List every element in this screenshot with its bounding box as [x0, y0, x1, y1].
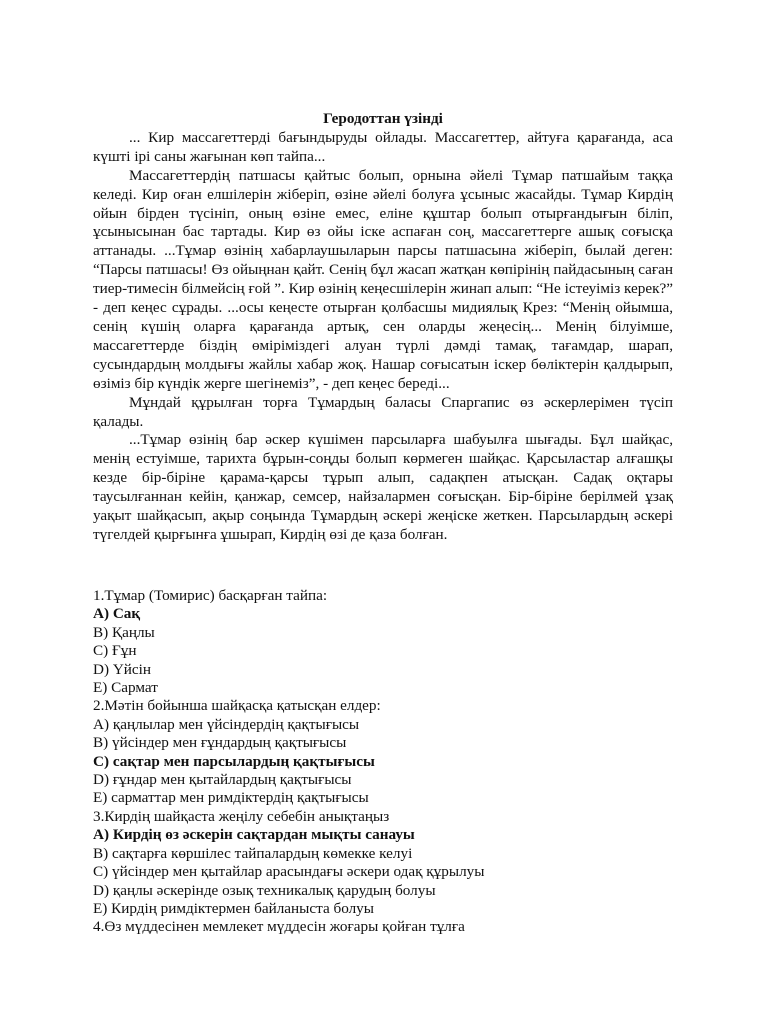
- reading-passage: [93, 110, 673, 545]
- quiz-answer-correct: C) сақтар мен парсылардың қақтығысы: [93, 752, 375, 770]
- passage-paragraph: Мұндай құрылған торға Тұмардың баласы Спаргапис өз әскерлерімен түсіп қалады.: [93, 393, 673, 430]
- passage-paragraph: ...Тұмар өзінің бар әскер күшімен парсыларға шабуылға шығады. Бұл шайқас, менің естуімше, тарихта бұрын-соңды болып көрмеген шайқас. Қарсыластар алғашқы кезде бір-біріне қарама-қарсы тұрып алып, садақпен атысқан. Садақ оқтары таусылғаннан кейін, қанжар, семсер, найзалармен соғысқан. Бір-біріне берілмей ұзақ уақыт шайқасып, ақыр соңында Тұмардың әскері жеңіске жеткен. Парсылардың әскері түгелдей қырғынға ұшырап, Кирдің өзі де қаза болған.: [93, 431, 673, 543]
- quiz-answer-correct: A) Сақ: [93, 605, 141, 623]
- quiz-answer-option: D) ғұндар мен қытайлардың қақтығысы: [93, 771, 352, 789]
- quiz-question: 3.Кирдің шайқаста жеңілу себебін анықтаңыз: [93, 807, 390, 825]
- quiz-answer-option: E) Кирдің римдіктермен байланыста болуы: [93, 899, 374, 917]
- quiz-answer-option: B) үйсіндер мен ғұндардың қақтығысы: [93, 734, 347, 752]
- quiz-answer-option: D) қаңлы әскерінде озық техникалық қарудың болуы: [93, 881, 436, 899]
- passage-title: Геродоттан үзінді: [323, 110, 443, 127]
- quiz-answer-option: B) Қаңлы: [93, 623, 155, 641]
- quiz-question: 4.Өз мүддесінен мемлекет мүддесін жоғары қойған тұлға: [93, 918, 465, 936]
- quiz-answer-option: B) сақтарға көршілес тайпалардың көмекке келуі: [93, 844, 413, 862]
- quiz-answer-option: E) сарматтар мен римдіктердің қақтығысы: [93, 789, 369, 807]
- quiz-answer-option: C) үйсіндер мен қытайлар арасындағы әскери одақ құрылуы: [93, 863, 485, 881]
- quiz-question: 1.Тұмар (Томирис) басқарған тайпа:: [93, 587, 328, 604]
- passage-paragraph: ... Кир массагеттерді бағындыруды ойлады. Массагеттер, айтуға қарағанда, аса күшті ірі саны жағынан көп тайпа...: [93, 128, 673, 165]
- quiz-answer-option: E) Сармат: [93, 679, 158, 697]
- quiz-section: [93, 587, 693, 937]
- quiz-answer-option: A) қаңлылар мен үйсіндердің қақтығысы: [93, 715, 360, 733]
- passage-paragraph: Массагеттердің патшасы қайтыс болып, орнына әйелі Тұмар патшайым таққа келеді. Кир оған елшілерін жіберіп, өзіне әйелі болуға ұсыныс жасайды. Тұмар Кирдің ойын бірден түсініп, оның өзіне емес, еліне құштар болып отырғандығын біліп, ұсынысынан бас тартады. Кир өз ойы іске аспаған соң, массагеттерге ашық соғысқа аттанады. ...Тұмар өзінің хабарлаушыларын парсы патшасына жіберіп, былай деген: “Парсы патшасы! Өз ойыңнан қайт. Сенің бұл жасап жатқан көпірінің пайдасының саған тиер-тимесін білмейсің ғой ”. Кир өзінің кеңесшілерін жинап алып: “Не істеуіміз керек?” - деп кеңес сұрады. ...осы кеңесте отырған қолбасшы мидиялық Крез: “Менің ойымша, сенің күшің оларға қарағанда артық, сен оларды жеңесің... Менің білуімше, массагеттерде біздің өміріміздегі алуан түрлі дәмді тамақ, тағамдар, шарап, сусындардың молдығы жайлы хабар жоқ. Нашар соғысатын іскер бөліктерін қалдырып, өзіміз бір күндік жерге шегінеміз”, - деп кеңес береді...: [93, 166, 673, 392]
- quiz-answer-option: C) Ғұн: [93, 642, 137, 660]
- quiz-answer-option: D) Үйсін: [93, 660, 152, 678]
- quiz-question: 2.Мәтін бойынша шайқасқа қатысқан елдер:: [93, 697, 381, 715]
- quiz-answer-correct: A) Кирдің өз әскерін сақтардан мықты санауы: [93, 826, 415, 844]
